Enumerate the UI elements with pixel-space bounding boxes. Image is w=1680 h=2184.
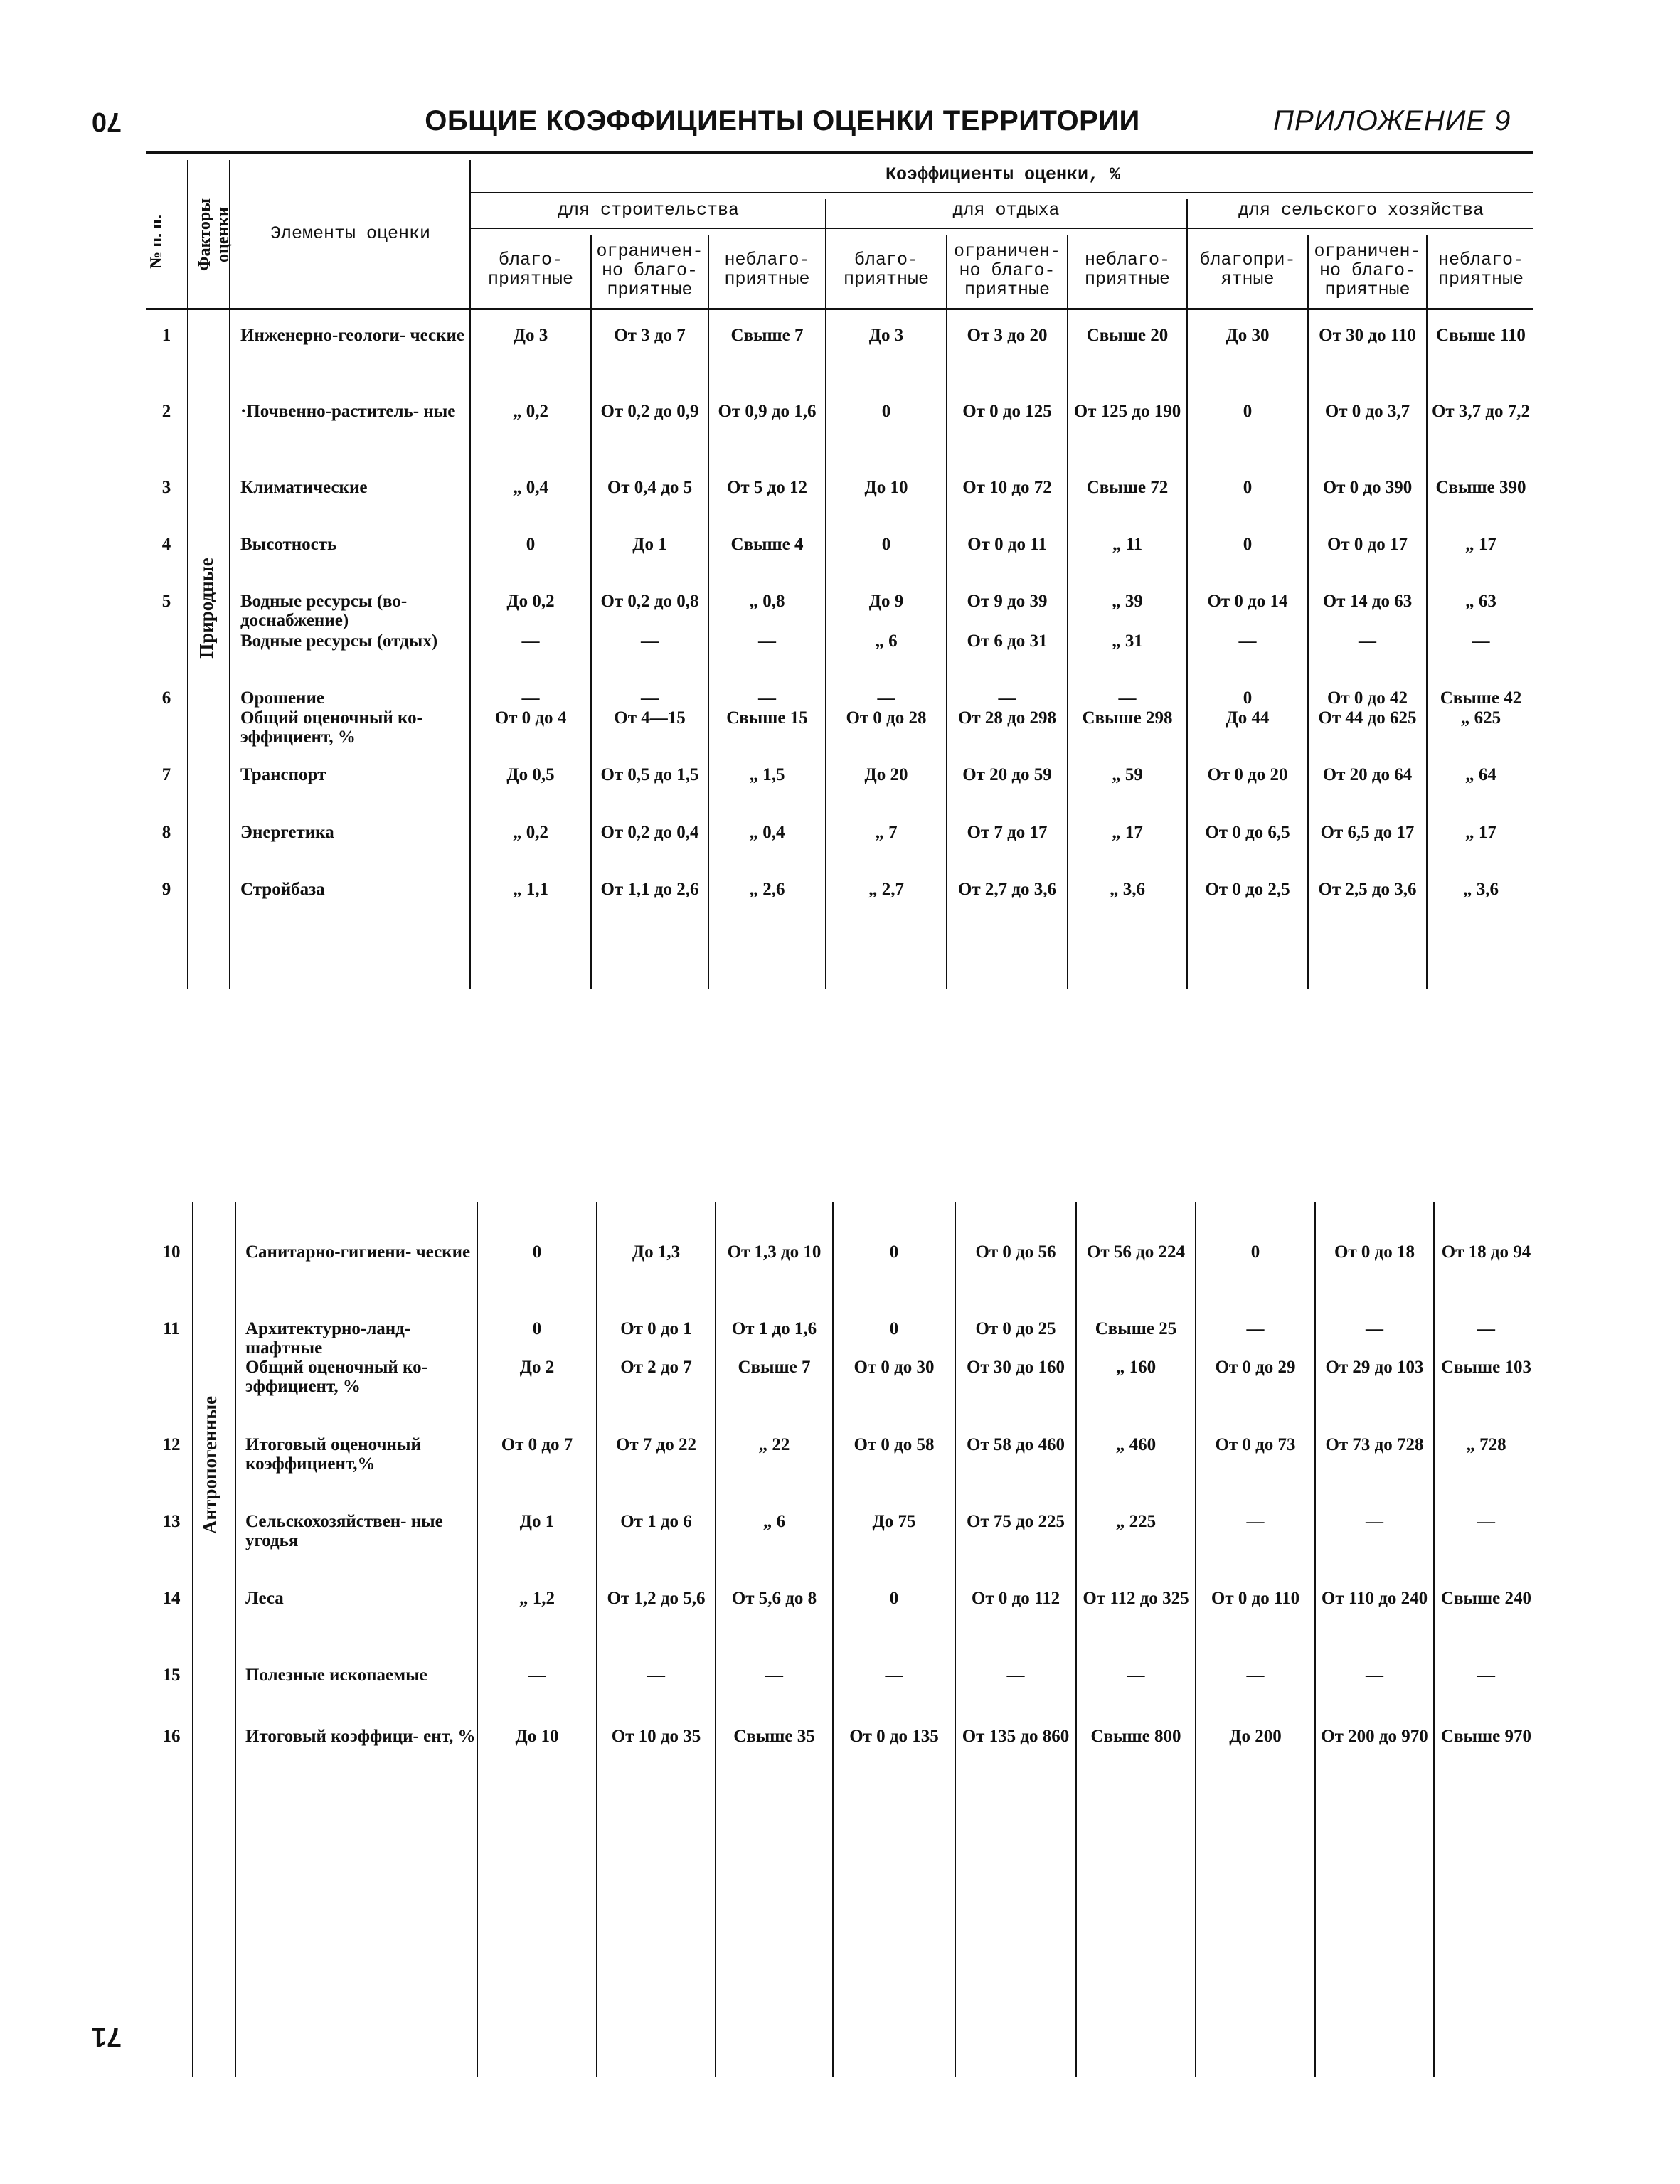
- table-cell: —: [521, 688, 540, 708]
- table-cell: От 5,6 до 8: [731, 1589, 817, 1608]
- table-cell: От 0 до 14: [1207, 592, 1288, 611]
- table-cell: От 1 до 1,6: [731, 1319, 817, 1338]
- vline: [1067, 235, 1068, 989]
- table-cell: От 0 до 29: [1215, 1358, 1296, 1377]
- table-cell: До 1: [519, 1512, 555, 1531]
- row-element-label: Высотность: [240, 535, 337, 554]
- vline: [1195, 1202, 1196, 2077]
- table-cell: От 0,5 до 1,5: [600, 765, 699, 784]
- sub-header: благопри- ятные: [1199, 250, 1296, 289]
- vline: [708, 235, 709, 989]
- table-cell: „ 2,6: [749, 880, 785, 899]
- row-number: 8: [161, 823, 171, 842]
- table-cell: От 0 до 4: [494, 708, 567, 728]
- table-cell: „ 64: [1465, 765, 1496, 784]
- row-element-label: Стройбаза: [240, 880, 325, 899]
- table-cell: „ 1,1: [513, 880, 548, 899]
- row-number: 5: [161, 592, 171, 611]
- table-cell: „ 17: [1112, 823, 1143, 842]
- table-cell: От 0,4 до 5: [607, 478, 693, 497]
- table-cell: От 0 до 112: [971, 1589, 1060, 1608]
- row-element-label: Леса: [245, 1589, 284, 1608]
- table-cell: „ 0,4: [513, 478, 548, 497]
- table-cell: От 7 до 17: [967, 823, 1048, 842]
- table-cell: До 3: [513, 326, 548, 345]
- sub-header: неблаго- приятные: [1437, 250, 1524, 289]
- table-cell: До 1,3: [632, 1242, 681, 1262]
- table-cell: „ 1,5: [749, 765, 785, 784]
- table-cell: Свыше 103: [1440, 1358, 1532, 1377]
- table-cell: От 0 до 390: [1322, 478, 1413, 497]
- row-element-label: Сельскохозяйствен- ные угодья: [245, 1512, 443, 1550]
- table-cell: От 1,1 до 2,6: [600, 880, 699, 899]
- row-number: 2: [161, 402, 171, 421]
- sub-header: ограничен- но благо- приятные: [953, 241, 1061, 300]
- table-cell: От 6,5 до 17: [1320, 823, 1415, 842]
- table-cell: „ 22: [758, 1435, 790, 1454]
- table-cell: До 30: [1226, 326, 1270, 345]
- table-cell: От 0 до 56: [975, 1242, 1056, 1262]
- coef-title-rule: [469, 192, 1533, 193]
- table-cell: —: [1238, 632, 1257, 651]
- table-cell: От 10 до 35: [611, 1727, 701, 1746]
- table-cell: —: [1477, 1319, 1495, 1338]
- table-cell: От 75 до 225: [966, 1512, 1065, 1531]
- table-cell: 0: [881, 535, 891, 554]
- table-cell: 0: [889, 1589, 899, 1608]
- table-cell: —: [885, 1666, 903, 1685]
- table-cell: „ 63: [1465, 592, 1496, 611]
- row-number: 3: [161, 478, 171, 497]
- table-cell: До 3: [868, 326, 904, 345]
- factor-natural: Природные: [196, 558, 217, 659]
- table-cell: От 20 до 59: [962, 765, 1052, 784]
- table-cell: До 10: [515, 1727, 559, 1746]
- vline: [477, 1202, 478, 2077]
- table-cell: —: [765, 1666, 783, 1685]
- table-cell: От 30 до 110: [1319, 326, 1416, 345]
- row-element-label: Инженерно-геологи- ческие: [240, 326, 465, 345]
- table-cell: Свыше 800: [1090, 1727, 1181, 1746]
- table-cell: До 1: [632, 535, 667, 554]
- group-agriculture: для сельского хозяйства: [1238, 200, 1484, 220]
- table-cell: —: [1246, 1512, 1265, 1531]
- table-cell: „ 39: [1112, 592, 1143, 611]
- table-cell: „ 31: [1112, 632, 1143, 651]
- row-element-label: Итоговый коэффици- ент, %: [245, 1727, 476, 1746]
- table-cell: —: [641, 688, 659, 708]
- table-cell: Свыше 42: [1440, 688, 1522, 708]
- table-top-rule: [146, 151, 1533, 154]
- row-number: 11: [163, 1319, 180, 1338]
- row-element-label: Климатические: [240, 478, 368, 497]
- vline: [596, 1202, 597, 2077]
- right-page-number: 71: [91, 2022, 122, 2052]
- table-cell: От 0 до 7: [501, 1435, 573, 1454]
- table-cell: От 9 до 39: [967, 592, 1048, 611]
- col-num-header: № п. п.: [147, 215, 166, 269]
- table-cell: —: [528, 1666, 546, 1685]
- row-element-label: Водные ресурсы (во- доснабжение): [240, 592, 408, 630]
- factor-anthropogenic: Антропогенные: [199, 1395, 220, 1535]
- row-element-label: Санитарно-гигиени- ческие: [245, 1242, 471, 1262]
- table-cell: От 125 до 190: [1073, 402, 1181, 421]
- table-cell: 0: [1243, 535, 1253, 554]
- vline: [1426, 235, 1428, 989]
- table-cell: От 7 до 22: [615, 1435, 697, 1454]
- table-cell: Свыше 7: [738, 1358, 811, 1377]
- table-cell: —: [647, 1666, 665, 1685]
- table-cell: —: [1366, 1666, 1383, 1685]
- col-elements-header: Элементы оценки: [270, 223, 431, 244]
- row-element-label: Общий оценочный ко- эффициент, %: [245, 1358, 427, 1396]
- table-cell: „ 11: [1112, 535, 1143, 554]
- table-cell: От 0 до 17: [1327, 535, 1408, 554]
- vline: [1186, 199, 1188, 989]
- table-cell: От 0 до 20: [1207, 765, 1288, 784]
- table-cell: От 0,9 до 1,6: [718, 402, 817, 421]
- table-cell: Свыше 72: [1086, 478, 1169, 497]
- row-number: 13: [162, 1512, 181, 1531]
- table-cell: От 2,7 до 3,6: [957, 880, 1057, 899]
- row-number: 10: [162, 1242, 181, 1262]
- vline: [1307, 235, 1309, 989]
- table-cell: 0: [526, 535, 536, 554]
- table-cell: До 0,2: [506, 592, 555, 611]
- row-element-label: Итоговый оценочный коэффициент,%: [245, 1435, 421, 1474]
- table-cell: Свыше 298: [1082, 708, 1173, 728]
- table-cell: —: [521, 632, 540, 651]
- vline: [1433, 1202, 1435, 2077]
- header-bottom-rule: [146, 308, 1533, 310]
- table-cell: От 14 до 63: [1322, 592, 1413, 611]
- row-number: 16: [162, 1727, 181, 1746]
- table-cell: От 3,7 до 7,2: [1431, 402, 1531, 421]
- table-cell: 0: [889, 1242, 899, 1262]
- vline: [825, 199, 826, 989]
- table-cell: —: [1246, 1319, 1265, 1338]
- row-number: 1: [161, 326, 171, 345]
- row-number: 14: [162, 1589, 181, 1608]
- table-cell: От 135 до 860: [962, 1727, 1070, 1746]
- table-cell: От 0 до 1: [620, 1319, 692, 1338]
- table-cell: „ 2,7: [868, 880, 904, 899]
- table-cell: От 56 до 224: [1086, 1242, 1186, 1262]
- table-cell: Свыше 4: [730, 535, 804, 554]
- table-cell: „ 17: [1465, 823, 1496, 842]
- vline: [715, 1202, 716, 2077]
- table-cell: —: [641, 632, 659, 651]
- table-cell: От 0 до 3,7: [1324, 402, 1410, 421]
- table-cell: Свыше 970: [1440, 1727, 1532, 1746]
- table-cell: От 0 до 58: [854, 1435, 935, 1454]
- table-cell: От 44 до 625: [1318, 708, 1417, 728]
- table-cell: До 44: [1226, 708, 1270, 728]
- table-cell: До 2: [519, 1358, 555, 1377]
- table-cell: „ 17: [1465, 535, 1496, 554]
- table-cell: —: [1006, 1666, 1025, 1685]
- group-recreation: для отдыха: [952, 200, 1060, 220]
- table-cell: Свыше 390: [1435, 478, 1526, 497]
- table-cell: 0: [532, 1319, 542, 1338]
- table-cell: —: [998, 688, 1016, 708]
- row-element-label: Транспорт: [240, 765, 326, 784]
- table-cell: От 2 до 7: [620, 1358, 692, 1377]
- table-cell: Свыше 7: [730, 326, 804, 345]
- table-cell: От 110 до 240: [1321, 1589, 1428, 1608]
- table-cell: —: [1477, 1666, 1495, 1685]
- sub-header: неблаго- приятные: [724, 250, 810, 289]
- row-element-label: Орошение: [240, 688, 324, 708]
- table-cell: 0: [889, 1319, 899, 1338]
- table-cell: От 0 до 2,5: [1205, 880, 1290, 899]
- table-cell: От 6 до 31: [967, 632, 1048, 651]
- vline: [946, 235, 947, 989]
- sub-header: благо- приятные: [843, 250, 930, 289]
- row-element-label: Энергетика: [240, 823, 334, 842]
- table-cell: От 0,2 до 0,4: [600, 823, 699, 842]
- table-cell: От 30 до 160: [966, 1358, 1065, 1377]
- table-cell: —: [1118, 688, 1137, 708]
- table-cell: „ 59: [1112, 765, 1143, 784]
- table-cell: От 1,2 до 5,6: [607, 1589, 706, 1608]
- table-cell: „ 1,2: [519, 1589, 555, 1608]
- table-cell: „ 3,6: [1110, 880, 1145, 899]
- row-element-label: Общий оценочный ко- эффициент, %: [240, 708, 422, 747]
- table-cell: От 0 до 30: [854, 1358, 935, 1377]
- row-number: 7: [161, 765, 171, 784]
- table-cell: —: [1366, 1512, 1383, 1531]
- table-cell: От 0 до 18: [1334, 1242, 1415, 1262]
- table-cell: От 20 до 64: [1322, 765, 1413, 784]
- table-cell: —: [1477, 1512, 1495, 1531]
- table-cell: До 75: [872, 1512, 916, 1531]
- table-cell: Свыше 110: [1436, 326, 1526, 345]
- table-cell: 0: [1243, 402, 1253, 421]
- table-cell: До 20: [864, 765, 908, 784]
- vline: [955, 1202, 956, 2077]
- table-cell: От 3 до 7: [614, 326, 686, 345]
- table-cell: От 5 до 12: [726, 478, 808, 497]
- table-cell: —: [877, 688, 895, 708]
- table-cell: До 9: [868, 592, 904, 611]
- table-cell: До 0,5: [506, 765, 555, 784]
- table-cell: „ 625: [1460, 708, 1501, 728]
- table-cell: От 1,3 до 10: [727, 1242, 822, 1262]
- table-cell: —: [1127, 1666, 1145, 1685]
- table-cell: Свыше 15: [726, 708, 808, 728]
- sub-header: ограничен- но благо- приятные: [596, 241, 703, 300]
- table-cell: От 200 до 970: [1321, 1727, 1428, 1746]
- table-cell: „ 728: [1466, 1435, 1506, 1454]
- coef-title: Коэффициенты оценки, %: [885, 164, 1121, 185]
- table-cell: Свыше 240: [1440, 1589, 1532, 1608]
- table-cell: От 1 до 6: [620, 1512, 692, 1531]
- table-cell: „ 7: [875, 823, 898, 842]
- table-cell: От 0 до 25: [975, 1319, 1056, 1338]
- row-element-label: Водные ресурсы (отдых): [240, 632, 438, 651]
- table-cell: От 58 до 460: [966, 1435, 1065, 1454]
- table-cell: 0: [881, 402, 891, 421]
- table-cell: От 0 до 42: [1327, 688, 1408, 708]
- sub-header: неблаго- приятные: [1084, 250, 1171, 289]
- table-cell: „ 6: [875, 632, 898, 651]
- page-title: ОБЩИЕ КОЭФФИЦИЕНТЫ ОЦЕНКИ ТЕРРИТОРИИ: [425, 105, 1140, 137]
- table-cell: —: [758, 688, 776, 708]
- table-cell: —: [1472, 632, 1490, 651]
- table-cell: „ 460: [1115, 1435, 1157, 1454]
- table-cell: —: [1246, 1666, 1265, 1685]
- table-cell: От 2,5 до 3,6: [1318, 880, 1417, 899]
- table-cell: —: [1366, 1319, 1383, 1338]
- row-element-label: ·Почвенно-раститель- ные: [240, 402, 456, 421]
- table-cell: От 18 до 94: [1441, 1242, 1531, 1262]
- table-cell: От 0 до 28: [846, 708, 927, 728]
- vline: [1075, 1202, 1077, 2077]
- table-cell: „ 160: [1115, 1358, 1157, 1377]
- table-cell: —: [1359, 632, 1376, 651]
- col-factors-header: Факторы оценки: [196, 198, 233, 271]
- table-cell: От 29 до 103: [1325, 1358, 1424, 1377]
- table-cell: От 0 до 110: [1211, 1589, 1300, 1608]
- table-cell: От 0,2 до 0,9: [600, 402, 699, 421]
- table-cell: От 0,2 до 0,8: [600, 592, 699, 611]
- table-cell: „ 0,4: [749, 823, 785, 842]
- table-cell: От 0 до 135: [849, 1727, 939, 1746]
- table-cell: От 10 до 72: [962, 478, 1052, 497]
- table-cell: „ 225: [1115, 1512, 1157, 1531]
- vline: [590, 235, 592, 989]
- table-cell: —: [758, 632, 776, 651]
- table-cell: От 0 до 73: [1215, 1435, 1296, 1454]
- table-cell: От 0 до 6,5: [1205, 823, 1290, 842]
- row-number: 12: [162, 1435, 181, 1454]
- table-cell: До 200: [1229, 1727, 1282, 1746]
- table-cell: От 0 до 125: [962, 402, 1052, 421]
- table-cell: От 73 до 728: [1325, 1435, 1424, 1454]
- table-cell: От 28 до 298: [957, 708, 1057, 728]
- vline: [832, 1202, 834, 2077]
- group-construction: для строительства: [557, 200, 740, 220]
- sub-header: благо- приятные: [487, 250, 574, 289]
- table-cell: „ 0,8: [749, 592, 785, 611]
- row-element-label: Архитектурно-ланд- шафтные: [245, 1319, 411, 1358]
- row-number: 9: [161, 880, 171, 899]
- table-cell: Свыше 35: [733, 1727, 815, 1746]
- vline: [192, 1202, 193, 2077]
- sub-header: ограничен- но благо- приятные: [1314, 241, 1421, 300]
- table-cell: От 3 до 20: [967, 326, 1048, 345]
- row-element-label: Полезные ископаемые: [245, 1666, 427, 1685]
- table-cell: 0: [1243, 478, 1253, 497]
- table-cell: Свыше 25: [1095, 1319, 1177, 1338]
- row-number: 4: [161, 535, 171, 554]
- row-number: 15: [162, 1666, 181, 1685]
- table-cell: От 112 до 325: [1083, 1589, 1189, 1608]
- vline: [235, 1202, 236, 2077]
- table-cell: „ 6: [762, 1512, 786, 1531]
- table-cell: „ 0,2: [513, 823, 548, 842]
- row-number: 6: [161, 688, 171, 708]
- table-cell: 0: [1243, 688, 1253, 708]
- table-cell: Свыше 20: [1086, 326, 1169, 345]
- left-page-number: 70: [91, 107, 122, 137]
- table-cell: От 4—15: [614, 708, 686, 728]
- table-cell: От 0 до 11: [967, 535, 1047, 554]
- table-cell: „ 3,6: [1463, 880, 1499, 899]
- table-cell: 0: [1250, 1242, 1260, 1262]
- table-cell: До 10: [864, 478, 908, 497]
- vline: [1314, 1202, 1316, 2077]
- table-cell: 0: [532, 1242, 542, 1262]
- appendix-label: ПРИЛОЖЕНИЕ 9: [1273, 105, 1511, 137]
- table-cell: „ 0,2: [513, 402, 548, 421]
- group-rule: [469, 228, 1533, 229]
